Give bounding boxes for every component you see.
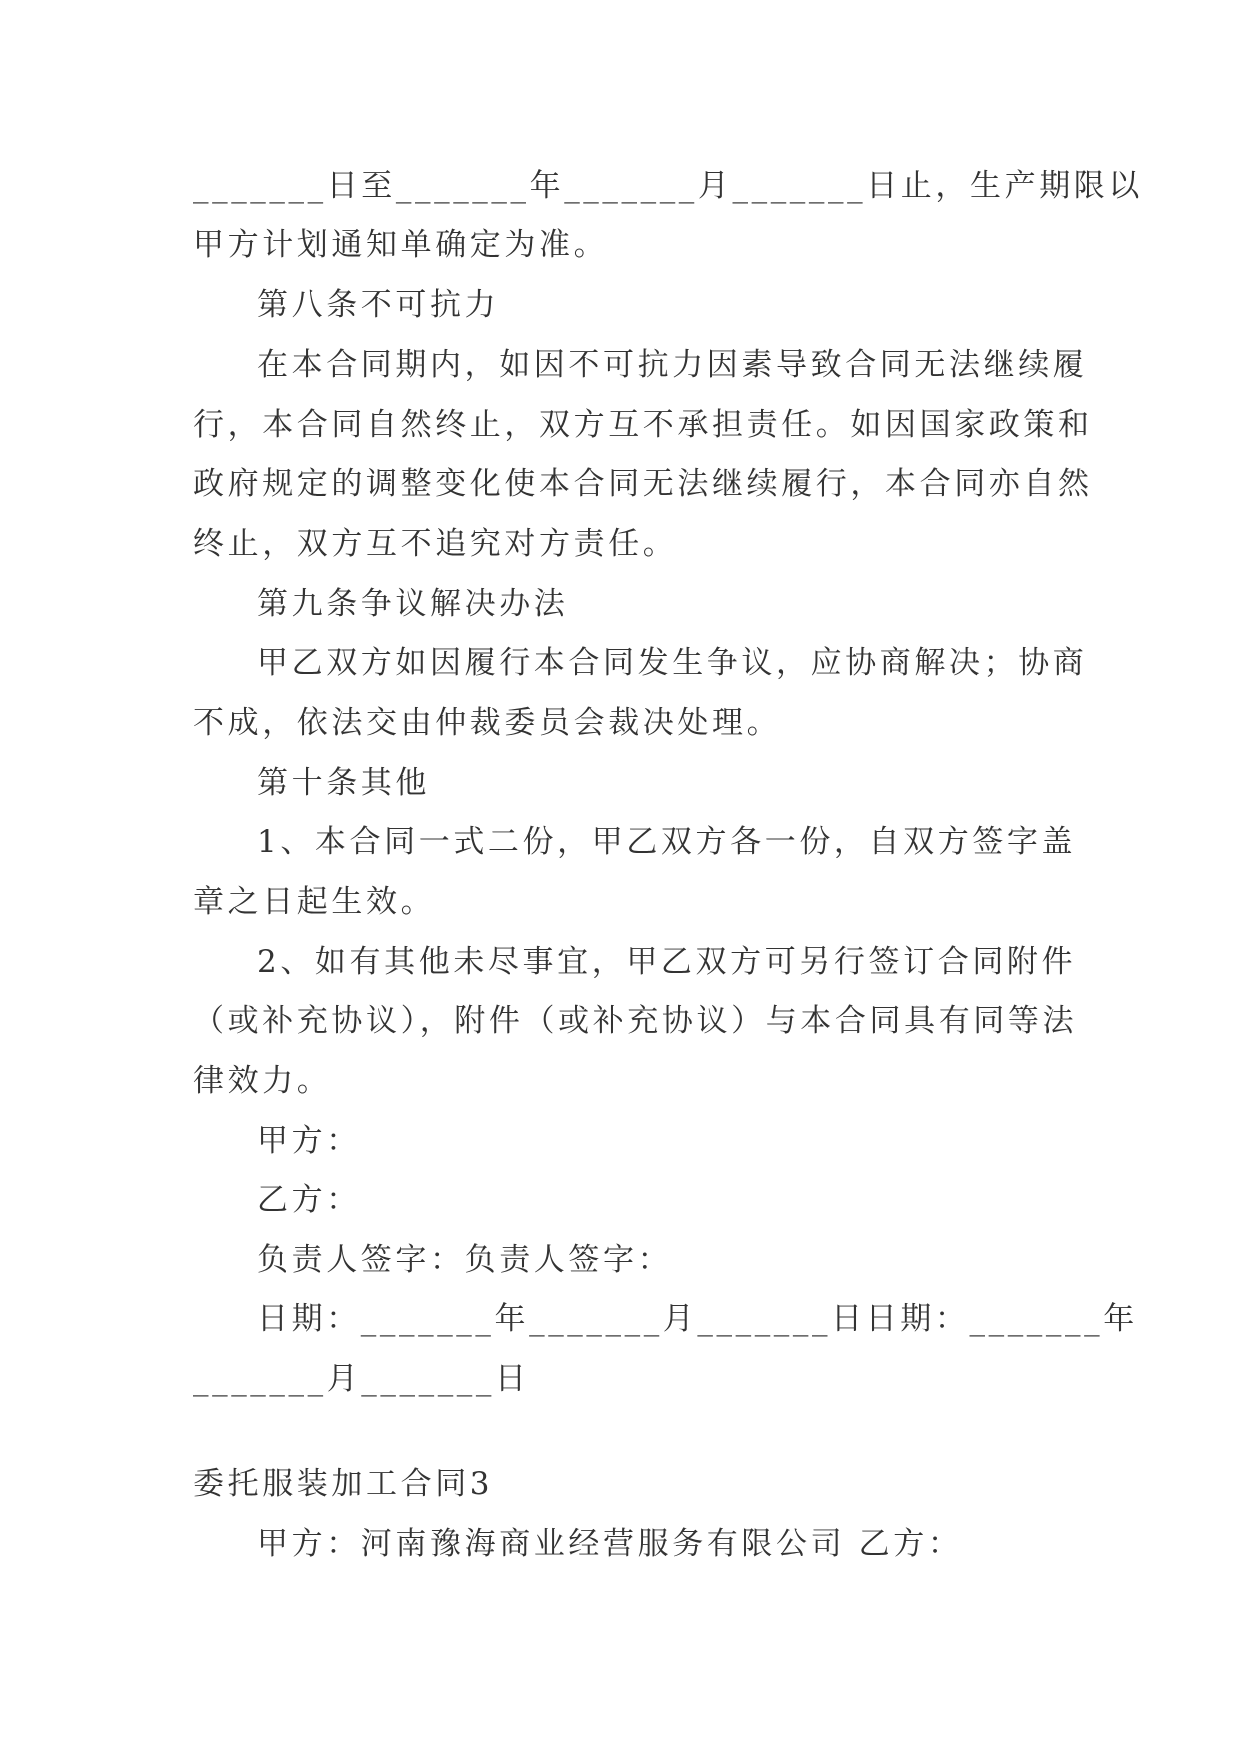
text-line: _______日至_______年_______月_______日止，生产期限以: [193, 168, 1143, 204]
text-line: 不成，依法交由仲裁委员会裁决处理。: [193, 705, 782, 741]
text-line: 2、如有其他未尽事宜，甲乙双方可另行签订合同附件: [257, 944, 1077, 980]
signature-line: 负责人签字：负责人签字：: [257, 1242, 673, 1278]
text-line: （或补充协议），附件（或补充协议）与本合同具有同等法: [193, 1003, 1078, 1039]
party-a-label: 甲方：: [257, 1123, 361, 1159]
text-line: 行，本合同自然终止，双方互不承担责任。如因国家政策和: [193, 407, 1093, 443]
text-line: 律效力。: [193, 1063, 332, 1099]
text-line: 章之日起生效。: [193, 884, 436, 920]
text-line: 政府规定的调整变化使本合同无法继续履行，本合同亦自然: [193, 466, 1093, 502]
text-line: 在本合同期内，如因不可抗力因素导致合同无法继续履: [257, 347, 1088, 383]
contract-title: 委托服装加工合同3: [193, 1466, 494, 1502]
section-heading: 第九条争议解决办法: [257, 586, 569, 622]
text-line: 1、本合同一式二份，甲乙双方各一份，自双方签字盖: [257, 824, 1077, 860]
text-line: 终止，双方互不追究对方责任。: [193, 526, 678, 562]
text-line: 甲方计划通知单确定为准。: [193, 227, 609, 263]
date-line: 日期：_______年_______月_______日日期：_______年: [257, 1301, 1138, 1337]
date-line: _______月_______日: [193, 1361, 530, 1397]
section-heading: 第十条其他: [257, 765, 430, 801]
text-line: 甲乙双方如因履行本合同发生争议，应协商解决；协商: [257, 645, 1088, 681]
text-line: 甲方：河南豫海商业经营服务有限公司 乙方：: [257, 1526, 963, 1562]
party-b-label: 乙方：: [257, 1182, 361, 1218]
section-heading: 第八条不可抗力: [257, 287, 500, 323]
